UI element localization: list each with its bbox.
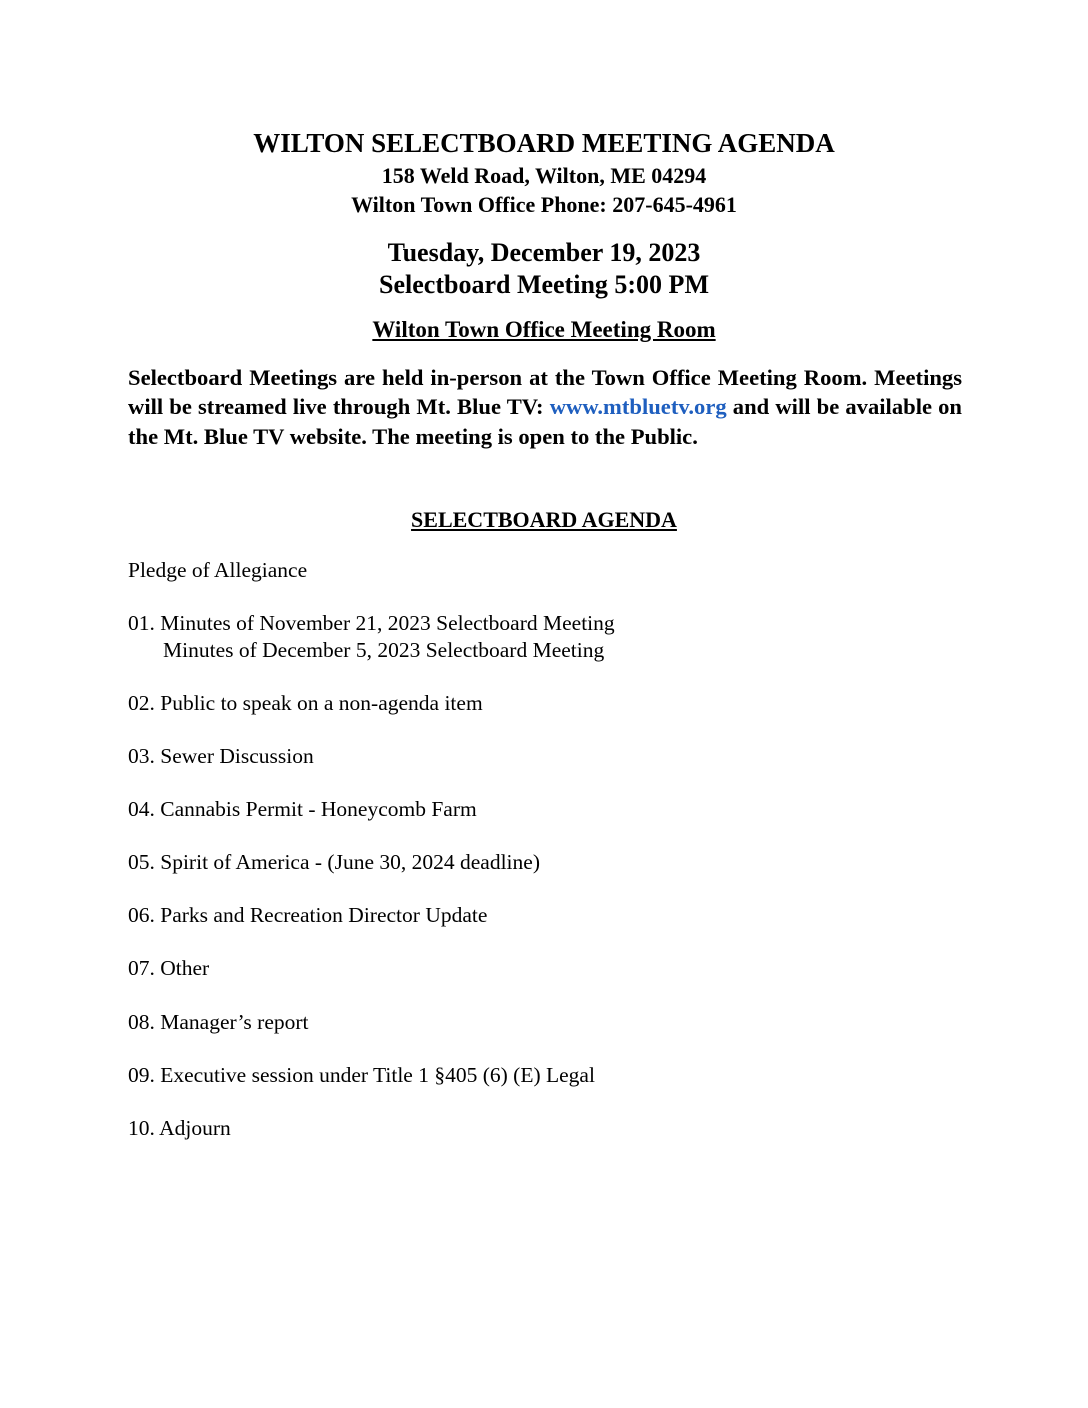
address-line: 158 Weld Road, Wilton, ME 04294	[381, 163, 707, 188]
pledge-item: Pledge of Allegiance	[128, 558, 308, 582]
agenda-item: 02. Public to speak on a non-agenda item	[128, 691, 483, 715]
meeting-time: Selectboard Meeting 5:00 PM	[379, 270, 709, 299]
agenda-item: 07. Other	[128, 956, 210, 980]
agenda-item: 10. Adjourn	[128, 1116, 231, 1140]
phone-line: Wilton Town Office Phone: 207-645-4961	[351, 192, 737, 217]
agenda-item: 05. Spirit of America - (June 30, 2024 deadline)	[128, 850, 540, 874]
meeting-date: Tuesday, December 19, 2023	[387, 238, 701, 267]
document-title: WILTON SELECTBOARD MEETING AGENDA	[253, 128, 835, 158]
mtbluetv-link[interactable]: www.mtbluetv.org	[549, 394, 727, 420]
meeting-notice	[128, 363, 962, 451]
agenda-sub-item: Minutes of December 5, 2023 Selectboard Meeting	[163, 638, 605, 662]
agenda-item: 03. Sewer Discussion	[128, 744, 314, 768]
agenda-item: 08. Manager’s report	[128, 1010, 309, 1034]
agenda-item: 06. Parks and Recreation Director Update	[128, 903, 488, 927]
notice-text-before-link: Selectboard Meetings are held in-person at the Town Office Meeting Room. Meetings will be streamed live through Mt. Blue TV:	[128, 365, 962, 420]
agenda-heading: SELECTBOARD AGENDA	[411, 507, 677, 532]
agenda-item: 01. Minutes of November 21, 2023 Selectboard Meeting	[128, 611, 615, 635]
agenda-item: 09. Executive session under Title 1 §405 (6) (E) Legal	[128, 1063, 595, 1087]
meeting-location: Wilton Town Office Meeting Room	[372, 317, 716, 342]
agenda-item: 04. Cannabis Permit - Honeycomb Farm	[128, 797, 477, 821]
notice-text-after-link: and will be available on the Mt. Blue TV website. The meeting is open to the Public.	[128, 394, 962, 449]
